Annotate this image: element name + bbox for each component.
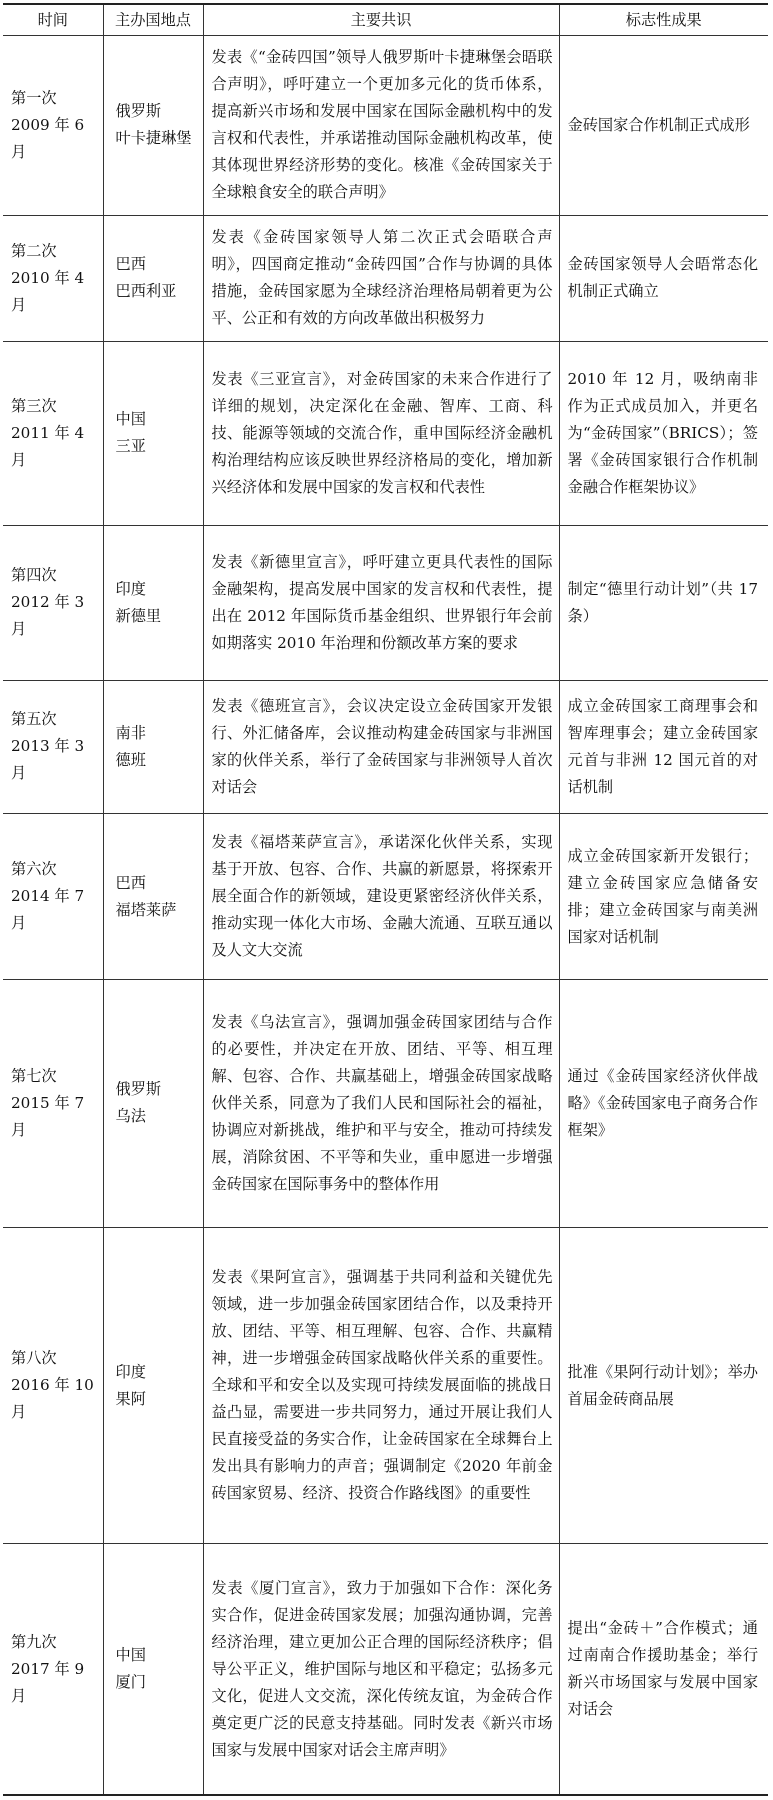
cell-place — [103, 341, 203, 525]
host-city: 三亚 — [115, 437, 146, 456]
cell-achievement: 制定“德里行动计划”（共 17 条） — [559, 525, 768, 680]
host-country: 俄罗斯 — [115, 102, 162, 121]
cell-place — [103, 680, 203, 814]
session-date: 2011 年 4 月 — [11, 423, 85, 469]
table-row — [3, 1227, 768, 1543]
cell-place — [103, 979, 203, 1227]
host-country: 南非 — [115, 723, 146, 742]
header-place: 主办国地点 — [103, 4, 203, 36]
host-country: 巴西 — [115, 873, 146, 892]
cell-consensus: 发表《果阿宣言》，强调基于共同利益和关键优先领域，进一步加强金砖国家团结合作，以及秉持开放、团结、平等、相互理解、包容、合作、共赢精神，进一步增强金砖国家战略伙伴关系的重要性。全球和平和安全以及实现可持续发展面临的挑战日益凸显，需要进一步共同努力，通过开展让我们人民直接受益的务实合作，让金砖国家在全球舞台上发出具有影响力的声音；强调制定《2020 年前金砖国家贸易、经济、投资合作路线图》的重要性 — [203, 1227, 559, 1543]
table-row — [3, 1544, 768, 1795]
cell-achievement: 2010 年 12 月，吸纳南非作为正式成员加入，并更名为“金砖国家”（BRICS）；签署《金砖国家银行合作机制金融合作框架协议》 — [559, 341, 768, 525]
session-label: 第六次 — [11, 860, 57, 878]
cell-achievement: 成立金砖国家工商理事会和智库理事会；建立金砖国家元首与非洲 12 国元首的对话机制 — [559, 680, 768, 814]
cell-consensus: 发表《金砖国家领导人第二次正式会晤联合声明》，四国商定推动“金砖四国”合作与协调的具体措施，金砖国家愿为全球经济治理格局朝着更为公平、公正和有效的方向改革做出积极努力 — [203, 215, 559, 341]
host-country: 中国 — [115, 1646, 146, 1665]
host-country: 中国 — [115, 410, 146, 429]
cell-consensus: 发表《三亚宣言》，对金砖国家的未来合作进行了详细的规划，决定深化在金融、智库、工商、科技、能源等领域的交流合作，重申国际经济金融机构治理结构应该反映世界经济格局的变化，增加新兴经济体和发展中国家的发言权和代表性 — [203, 341, 559, 525]
host-city: 叶卡捷琳堡 — [115, 129, 192, 148]
header-consensus: 主要共识 — [203, 4, 559, 36]
cell-consensus: 发表《乌法宣言》，强调加强金砖国家团结与合作的必要性，并决定在开放、团结、平等、相互理解、包容、合作、共赢基础上，增强金砖国家战略伙伴关系，同意为了我们人民和国际社会的福祉，协调应对新挑战，维护和平与安全，推动可持续发展，消除贫困、不平等和失业，重申愿进一步增强金砖国家在国际事务中的整体作用 — [203, 979, 559, 1227]
cell-consensus: 发表《福塔莱萨宣言》，承诺深化伙伴关系，实现基于开放、包容、合作、共赢的新愿景，将探索开展全面合作的新领域，建设更紧密经济伙伴关系，推动实现一体化大市场、金融大流通、互联互通以及人文大交流 — [203, 814, 559, 980]
host-city: 乌法 — [115, 1107, 146, 1126]
cell-place — [103, 1227, 203, 1543]
cell-achievement: 金砖国家领导人会晤常态化机制正式确立 — [559, 215, 768, 341]
cell-time — [3, 814, 103, 980]
cell-achievement: 通过《金砖国家经济伙伴战略》《金砖国家电子商务合作框架》 — [559, 979, 768, 1227]
session-label: 第七次 — [11, 1066, 57, 1085]
header-row — [3, 4, 768, 36]
host-city: 德班 — [115, 750, 146, 769]
session-label: 第四次 — [11, 566, 57, 585]
cell-place — [103, 814, 203, 980]
session-date: 2010 年 4 月 — [11, 268, 85, 314]
table-row — [3, 525, 768, 680]
host-city: 巴西利亚 — [115, 282, 177, 301]
table-row — [3, 979, 768, 1227]
session-label: 第八次 — [11, 1349, 57, 1368]
brics-summit-table — [3, 3, 768, 1796]
host-country: 巴西 — [115, 255, 146, 274]
cell-time — [3, 525, 103, 680]
session-label: 第五次 — [11, 710, 57, 729]
cell-achievement: 提出“金砖＋”合作模式；通过南南合作援助基金；举行新兴市场国家与发展中国家对话会 — [559, 1544, 768, 1795]
cell-time — [3, 979, 103, 1227]
cell-achievement: 成立金砖国家新开发银行；建立金砖国家应急储备安排；建立金砖国家与南美洲国家对话机制 — [559, 814, 768, 980]
cell-place — [103, 1544, 203, 1795]
session-label: 第九次 — [11, 1632, 57, 1651]
cell-consensus: 发表《新德里宣言》，呼吁建立更具代表性的国际金融架构，提高发展中国家的发言权和代表性，提出在 2012 年国际货币基金组织、世界银行年会前如期落实 2010 年治理和份额改革方案的要求 — [203, 525, 559, 680]
header-time: 时间 — [3, 4, 103, 36]
session-date: 2012 年 3 月 — [11, 593, 85, 639]
cell-achievement: 金砖国家合作机制正式成形 — [559, 36, 768, 216]
host-city: 新德里 — [115, 606, 162, 625]
host-country: 印度 — [115, 579, 146, 598]
session-date: 2016 年 10 月 — [11, 1376, 94, 1422]
host-city: 厦门 — [115, 1673, 146, 1692]
host-city: 果阿 — [115, 1389, 146, 1408]
session-date: 2014 年 7 月 — [11, 887, 85, 932]
cell-time — [3, 1544, 103, 1795]
cell-place — [103, 525, 203, 680]
session-label: 第三次 — [11, 396, 57, 415]
table-row — [3, 36, 768, 216]
cell-place — [103, 215, 203, 341]
session-date: 2009 年 6 月 — [11, 115, 85, 161]
cell-time — [3, 680, 103, 814]
session-date: 2017 年 9 月 — [11, 1659, 85, 1705]
cell-time — [3, 36, 103, 216]
cell-time — [3, 1227, 103, 1543]
header-achievement: 标志性成果 — [559, 4, 768, 36]
host-country: 俄罗斯 — [115, 1080, 162, 1099]
cell-achievement: 批准《果阿行动计划》；举办首届金砖商品展 — [559, 1227, 768, 1543]
table-row — [3, 814, 768, 980]
session-date: 2015 年 7 月 — [11, 1093, 85, 1139]
cell-place — [103, 36, 203, 216]
cell-time — [3, 341, 103, 525]
cell-time — [3, 215, 103, 341]
table-row — [3, 680, 768, 814]
host-city: 福塔莱萨 — [115, 900, 177, 919]
session-label: 第一次 — [11, 88, 57, 107]
cell-consensus: 发表《“金砖四国”领导人俄罗斯叶卡捷琳堡会晤联合声明》，呼吁建立一个更加多元化的货币体系，提高新兴市场和发展中国家在国际金融机构中的发言权和代表性，并承诺推动国际金融机构改革，使其体现世界经济形势的变化。核准《金砖国家关于全球粮食安全的联合声明》 — [203, 36, 559, 216]
table-row — [3, 215, 768, 341]
session-label: 第二次 — [11, 241, 57, 260]
session-date: 2013 年 3 月 — [11, 737, 85, 783]
host-country: 印度 — [115, 1362, 146, 1381]
cell-consensus: 发表《德班宣言》，会议决定设立金砖国家开发银行、外汇储备库，会议推动构建金砖国家与非洲国家的伙伴关系，举行了金砖国家与非洲领导人首次对话会 — [203, 680, 559, 814]
table-row — [3, 341, 768, 525]
cell-consensus: 发表《厦门宣言》，致力于加强如下合作：深化务实合作，促进金砖国家发展；加强沟通协调，完善经济治理，建立更加公正合理的国际经济秩序；倡导公平正义，维护国际与地区和平稳定；弘扬多元文化，促进人文交流，深化传统友谊，为金砖合作奠定更广泛的民意支持基础。同时发表《新兴市场国家与发展中国家对话会主席声明》 — [203, 1544, 559, 1795]
